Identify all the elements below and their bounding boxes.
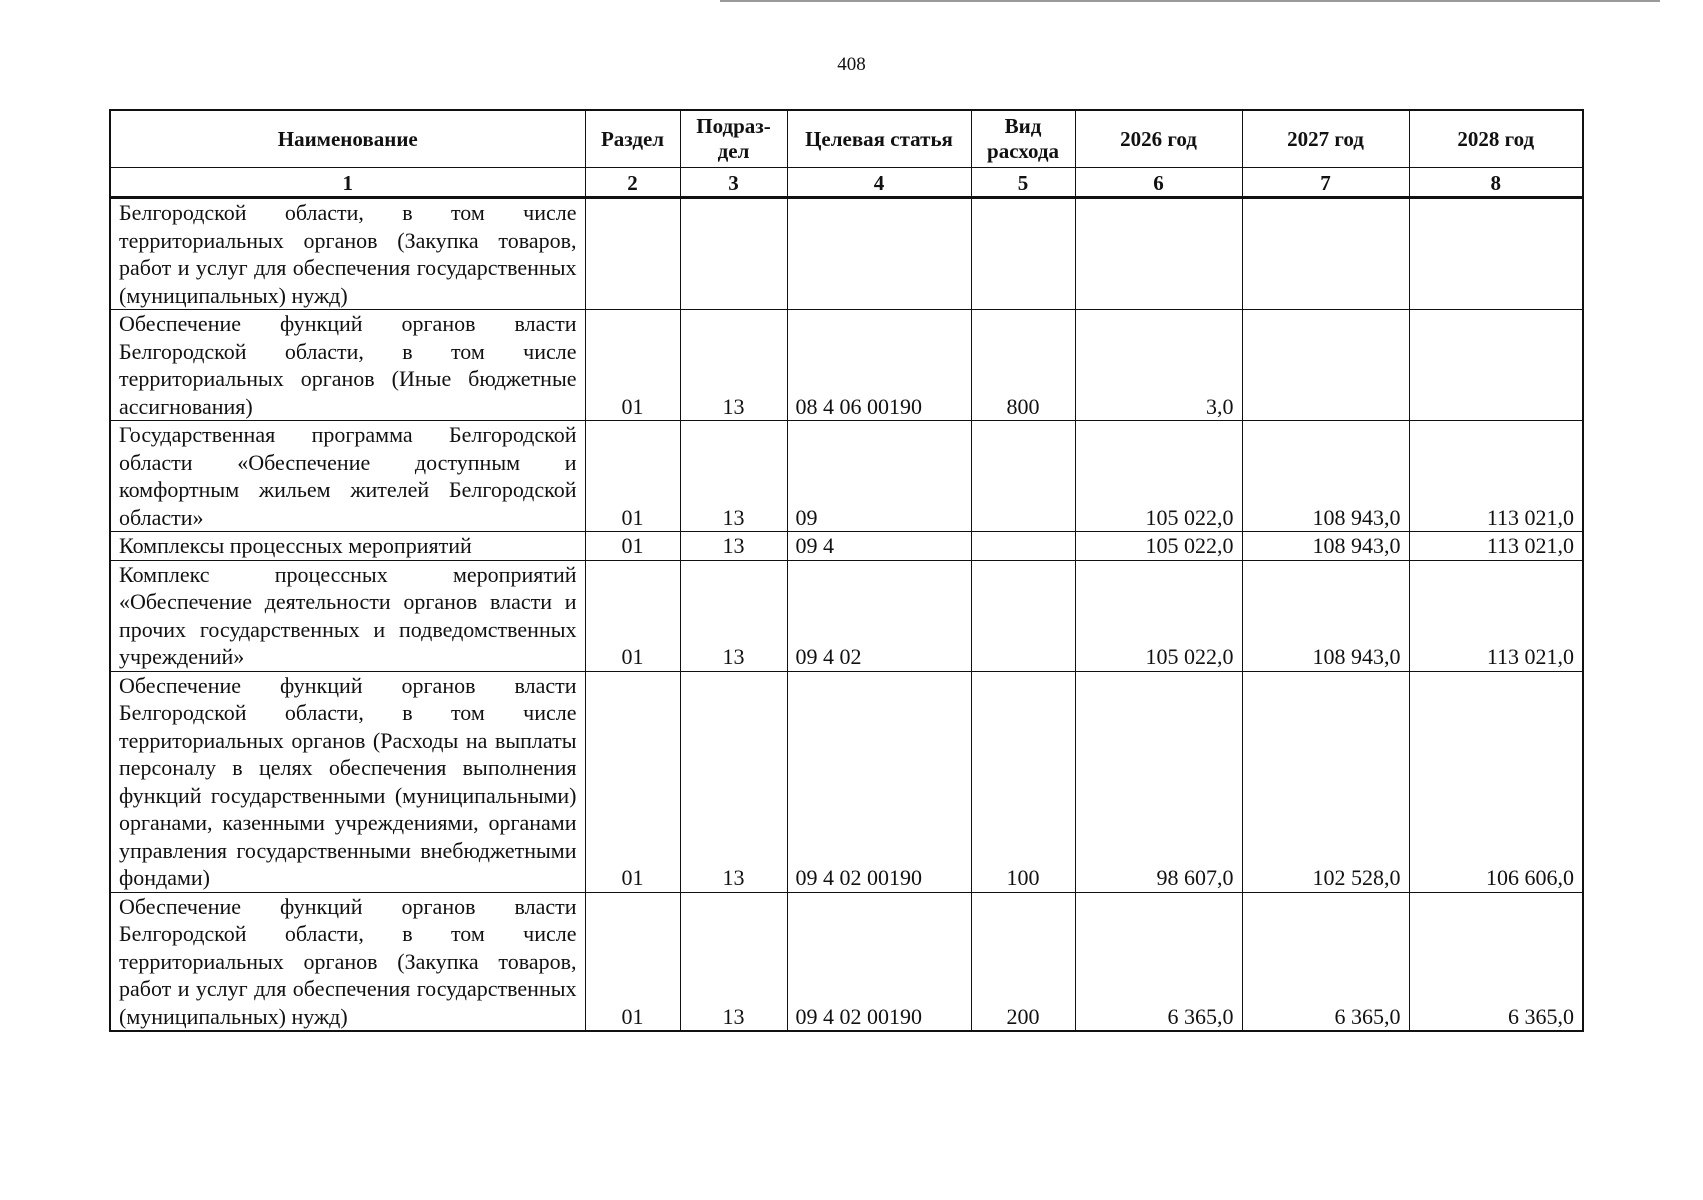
- cell-vid: 200: [971, 892, 1075, 1031]
- cell-statya: 09: [787, 421, 971, 532]
- cell-razdel: 01: [585, 671, 680, 892]
- cell-razdel: [585, 198, 680, 310]
- cell-2028: 106 606,0: [1409, 671, 1583, 892]
- cell-name: Белгородской области, в том числе территориальных органов (Закупка товаров, работ и услуг для обеспечения государственных (муниципальных) нужд): [110, 198, 585, 310]
- cell-vid: [971, 560, 1075, 671]
- cell-2026: 98 607,0: [1075, 671, 1242, 892]
- col-num-8: 8: [1409, 168, 1583, 198]
- table-row: [110, 198, 1583, 310]
- col-header-razdel: Раздел: [585, 110, 680, 168]
- col-header-2028: 2028 год: [1409, 110, 1583, 168]
- cell-razdel: 01: [585, 310, 680, 421]
- column-number-row: [110, 168, 1583, 198]
- cell-podrazdel: 13: [680, 532, 787, 561]
- cell-2026: 105 022,0: [1075, 532, 1242, 561]
- cell-statya: 08 4 06 00190: [787, 310, 971, 421]
- cell-podrazdel: 13: [680, 560, 787, 671]
- col-header-name: Наименование: [110, 110, 585, 168]
- table-row: [110, 421, 1583, 532]
- col-header-2027: 2027 год: [1242, 110, 1409, 168]
- col-num-2: 2: [585, 168, 680, 198]
- cell-2028: 113 021,0: [1409, 532, 1583, 561]
- cell-vid: 100: [971, 671, 1075, 892]
- cell-razdel: 01: [585, 560, 680, 671]
- cell-podrazdel: 13: [680, 421, 787, 532]
- cell-razdel: 01: [585, 421, 680, 532]
- cell-2028: [1409, 198, 1583, 310]
- cell-2028: [1409, 310, 1583, 421]
- col-header-2026: 2026 год: [1075, 110, 1242, 168]
- cell-podrazdel: 13: [680, 892, 787, 1031]
- table-row: [110, 532, 1583, 561]
- table-row: [110, 892, 1583, 1031]
- col-num-4: 4: [787, 168, 971, 198]
- cell-2028: 6 365,0: [1409, 892, 1583, 1031]
- col-num-1: 1: [110, 168, 585, 198]
- col-num-7: 7: [1242, 168, 1409, 198]
- cell-vid: 800: [971, 310, 1075, 421]
- cell-name: Обеспечение функций органов власти Белгородской области, в том числе территориальных органов (Иные бюджетные ассигнования): [110, 310, 585, 421]
- col-num-5: 5: [971, 168, 1075, 198]
- cell-2026: 105 022,0: [1075, 560, 1242, 671]
- cell-podrazdel: [680, 198, 787, 310]
- cell-2027: 108 943,0: [1242, 421, 1409, 532]
- cell-vid: [971, 198, 1075, 310]
- scan-edge-line: [720, 0, 1660, 2]
- cell-statya: 09 4 02 00190: [787, 892, 971, 1031]
- cell-2027: [1242, 198, 1409, 310]
- cell-podrazdel: 13: [680, 310, 787, 421]
- cell-2027: 6 365,0: [1242, 892, 1409, 1031]
- cell-2027: 108 943,0: [1242, 560, 1409, 671]
- budget-table: [109, 109, 1584, 1032]
- col-header-statya: Целевая статья: [787, 110, 971, 168]
- cell-2026: 105 022,0: [1075, 421, 1242, 532]
- cell-razdel: 01: [585, 892, 680, 1031]
- cell-2026: 6 365,0: [1075, 892, 1242, 1031]
- table-row: [110, 560, 1583, 671]
- cell-name: Комплексы процессных мероприятий: [110, 532, 585, 561]
- cell-razdel: 01: [585, 532, 680, 561]
- cell-vid: [971, 421, 1075, 532]
- cell-name: Обеспечение функций органов власти Белгородской области, в том числе территориальных органов (Расходы на выплаты персоналу в целях обеспечения выполнения функций государственными (муниципальными) органами, казенными учреждениями, органами управления государственными внебюджетными фондами): [110, 671, 585, 892]
- cell-statya: 09 4: [787, 532, 971, 561]
- col-header-podrazdel: Подраз-дел: [680, 110, 787, 168]
- col-header-vid: Вид расхода: [971, 110, 1075, 168]
- table-row: [110, 310, 1583, 421]
- cell-vid: [971, 532, 1075, 561]
- cell-2027: [1242, 310, 1409, 421]
- cell-podrazdel: 13: [680, 671, 787, 892]
- cell-name: Государственная программа Белгородской области «Обеспечение доступным и комфортным жильем жителей Белгородской области»: [110, 421, 585, 532]
- cell-name: Комплекс процессных мероприятий «Обеспечение деятельности органов власти и прочих государственных и подведомственных учреждений»: [110, 560, 585, 671]
- page-number: 408: [837, 54, 866, 75]
- cell-name: Обеспечение функций органов власти Белгородской области, в том числе территориальных органов (Закупка товаров, работ и услуг для обеспечения государственных (муниципальных) нужд): [110, 892, 585, 1031]
- cell-statya: 09 4 02 00190: [787, 671, 971, 892]
- cell-statya: 09 4 02: [787, 560, 971, 671]
- cell-2028: 113 021,0: [1409, 421, 1583, 532]
- cell-2027: 108 943,0: [1242, 532, 1409, 561]
- cell-2027: 102 528,0: [1242, 671, 1409, 892]
- cell-2026: 3,0: [1075, 310, 1242, 421]
- col-num-3: 3: [680, 168, 787, 198]
- cell-2026: [1075, 198, 1242, 310]
- col-num-6: 6: [1075, 168, 1242, 198]
- header-row: [110, 110, 1583, 168]
- table-row: [110, 671, 1583, 892]
- cell-statya: [787, 198, 971, 310]
- cell-2028: 113 021,0: [1409, 560, 1583, 671]
